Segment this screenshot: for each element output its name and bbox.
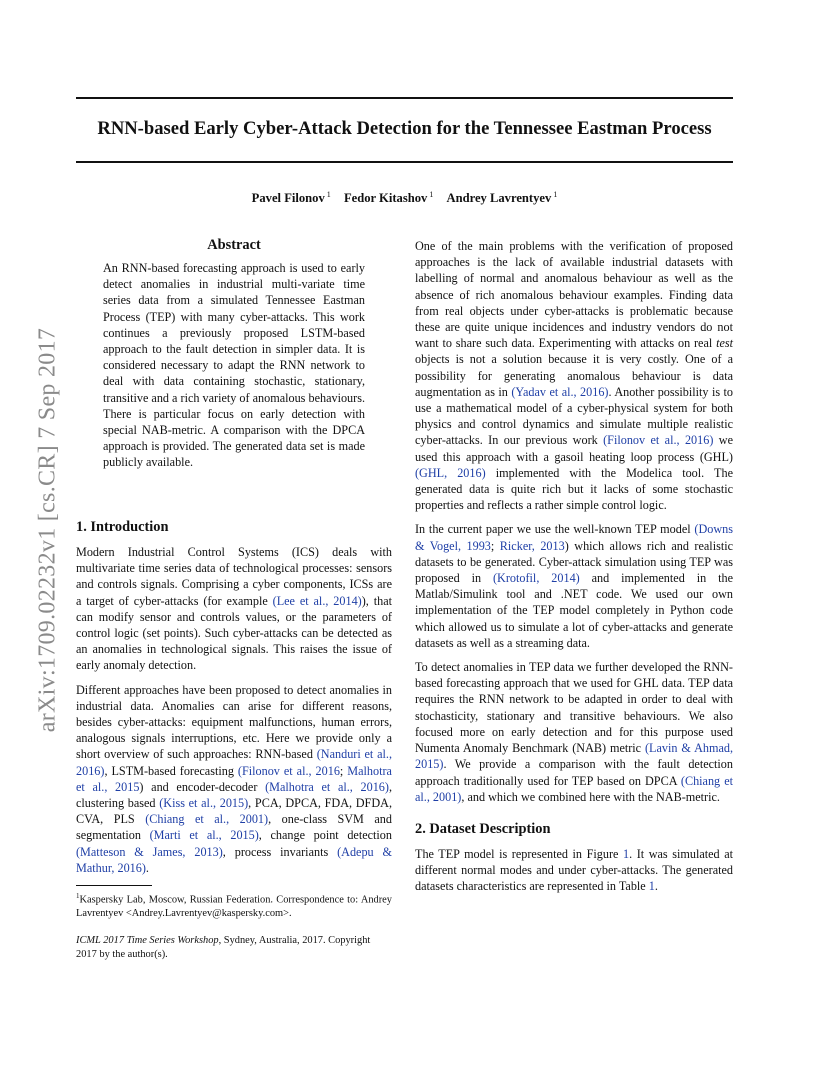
footnote-section [76, 885, 392, 961]
citation-link[interactable]: (Filonov et al., 2016 [237, 763, 340, 778]
citation-link[interactable]: (Kiss et al., 2015) [159, 796, 249, 811]
footnote-rule [76, 885, 152, 886]
footnote-venue: ICML 2017 Time Series Workshop, Sydney, Australia, 2017. Copyright 2017 by the author(s). [76, 935, 371, 960]
citation-link[interactable]: (Krotofil, 2014) [493, 571, 580, 586]
author: Andrey Lavrentyev $^1$ [446, 190, 558, 206]
body-paragraph: In the current paper we use the well-known TEP model (Downs & Vogel, 1993; Ricker, 2013) which allows rich and realistic datasets to be generated. Cyber-attack simulation using TEP was proposed in (Krotofil, 2014) and implemented in the Matlab/Simulink tool and .NET code. We used our own implementation of the TEP model completely in Python code which allowed us to simulate a lot of cyber-attacks and generate datasets as well as a streaming data. [415, 522, 733, 650]
abstract-section [76, 237, 392, 471]
title-bottom-rule [76, 161, 733, 163]
citation-link[interactable]: (Downs & Vogel, 1993 [415, 522, 733, 553]
citation-link[interactable]: Malhotra et al., 2015 [76, 763, 392, 794]
body-paragraph: One of the main problems with the verification of proposed approaches is the lack of available industrial datasets with labelling of normal and anomalous behaviour as well as the absence of rich anomalous behaviour examples. Finding data from real objects under cyber-attacks is problematic because these are quite unique incidences and industry vendors do not want to share such data. Experimenting with attacks on real test objects is not a solution because it is very costly. One of a possibility for generating anomalous behaviour is data augmentation as in (Yadav et al., 2016). Another possibility is to use a mathematical model of a cyber-physical system for both physics and control dynamics and simulate multiple realistic cyber-attacks. In our previous work (Filonov et al., 2016) we used this approach with a gasoil heating loop process (GHL) (GHL, 2016) implemented with the Modelica tool. The generated data is quite rich but it lacks of some stochastic properties and reflects a rather simple control logic. [415, 239, 734, 513]
citation-link[interactable]: Ricker, 2013 [499, 538, 565, 553]
author-list [76, 190, 733, 206]
author: Fedor Kitashov $^1$ [343, 190, 434, 206]
body-paragraph: To detect anomalies in TEP data we further developed the RNN-based forecasting approach that we used for GHL data. TEP data requires the RNN network to be adapted in order to deal with stochasticity, stationary and transitive behaviours. We also focused more on early detection and for this purpose used Numenta Anomaly Benchmark (NAB) metric (Lavin & Ahmad, 2015). We provide a comparison with the fault detection approach traditionally used for TEP based on DPCA (Chiang et al., 2001), and which we combined here with the NAB-metric. [415, 660, 734, 804]
dataset-description-paragraph: The TEP model is represented in Figure 1. It was simulated at different normal modes and under cyber-attacks. The generated datasets characteristics are represented in Table 1. [415, 846, 734, 894]
citation-link[interactable]: (Yadav et al., 2016) [511, 384, 609, 399]
dataset-description-heading: 2. Dataset Description [415, 820, 551, 837]
citation-link[interactable]: (Nanduri et al., 2016) [76, 747, 393, 778]
introduction-paragraph: Different approaches have been proposed to detect anomalies in industrial data. Anomalies can arise for different reasons, besides cyber-attacks: equipment malfunctions, human errors, analogous signals interruptions, etc. Here we provide only a short overview of such approaches: RNN-based (Nanduri et al., 2016), LSTM-based forecasting (Filonov et al., 2016; Malhotra et al., 2015) and encoder-decoder (Malhotra et al., 2016), clustering based (Kiss et al., 2015), PCA, DPCA, FDA, DFDA, CVA, PLS (Chiang et al., 2001), one-class SVM and segmentation (Marti et al., 2015), change point detection (Matteson & James, 2013), process invariants (Adepu & Mathur, 2016). [76, 682, 393, 875]
right-column [415, 238, 733, 895]
citation-link[interactable]: (Adepu & Mathur, 2016) [76, 844, 392, 875]
introduction-section [76, 519, 392, 876]
citation-link[interactable]: (Malhotra et al., 2016) [265, 779, 389, 794]
citation-link[interactable]: (Lee et al., 2014) [272, 593, 362, 608]
table-reference-link[interactable]: 1 [648, 879, 655, 894]
figure-reference-link[interactable]: 1 [623, 846, 630, 861]
arxiv-identifier: arXiv:1709.02232v1 [cs.CR] 7 Sep 2017 [34, 327, 61, 733]
introduction-heading: 1. Introduction [76, 519, 169, 535]
citation-link[interactable]: (Lavin & Ahmad, 2015) [415, 741, 734, 772]
dataset-description-section [415, 821, 733, 895]
citation-link[interactable]: (GHL, 2016) [415, 465, 486, 480]
abstract-text: An RNN-based forecasting approach is used to early detect anomalies in industrial multi-variate time series data from a simulated Tennessee Eastman Process (TEP) with many cyber-attacks. This work continues a previously proposed LSTM-based approach to the fault detection in simpler data. It is considered necessary to adapt the RNN network to deal with data containing stochastic, stationary, transitive and a rich variety of anomalous behaviours. There is particular focus on early detection with special NAB-metric. A comparison with the DPCA approach is provided. The generated data set is made publicly available. [103, 261, 365, 470]
citation-link[interactable]: (Chiang et al., 2001) [145, 812, 269, 827]
citation-link[interactable]: (Matteson & James, 2013) [76, 844, 223, 859]
paper-title: RNN-based Early Cyber-Attack Detection for the Tennessee Eastman Process [97, 118, 712, 139]
introduction-paragraph: Modern Industrial Control Systems (ICS) deals with multivariate time series data of technological processes: sensors and controls signals. Comprising a cyber components, ICSs are a target of cyber-attacks (for example (Lee et al., 2014)), that can modify sensor and controls values, or the parameters of control logic (set points). Such cyber-attacks can be detected as an anomalies in technological signals. This raises the issue of early anomaly detection. [76, 545, 392, 673]
citation-link[interactable]: (Filonov et al., 2016) [603, 433, 714, 448]
footnote-affiliation: $^1$Kaspersky Lab, Moscow, Russian Federation. Correspondence to: Andrey Lavrentyev <Andrey.Lavrentyev@kaspersky.com>. [76, 892, 392, 919]
abstract-heading: Abstract [207, 237, 261, 253]
citation-link[interactable]: (Marti et al., 2015) [149, 828, 259, 843]
citation-link[interactable]: (Chiang et al., 2001) [415, 773, 733, 804]
author: Pavel Filonov $^1$ [251, 190, 331, 206]
title-top-rule [76, 97, 733, 99]
